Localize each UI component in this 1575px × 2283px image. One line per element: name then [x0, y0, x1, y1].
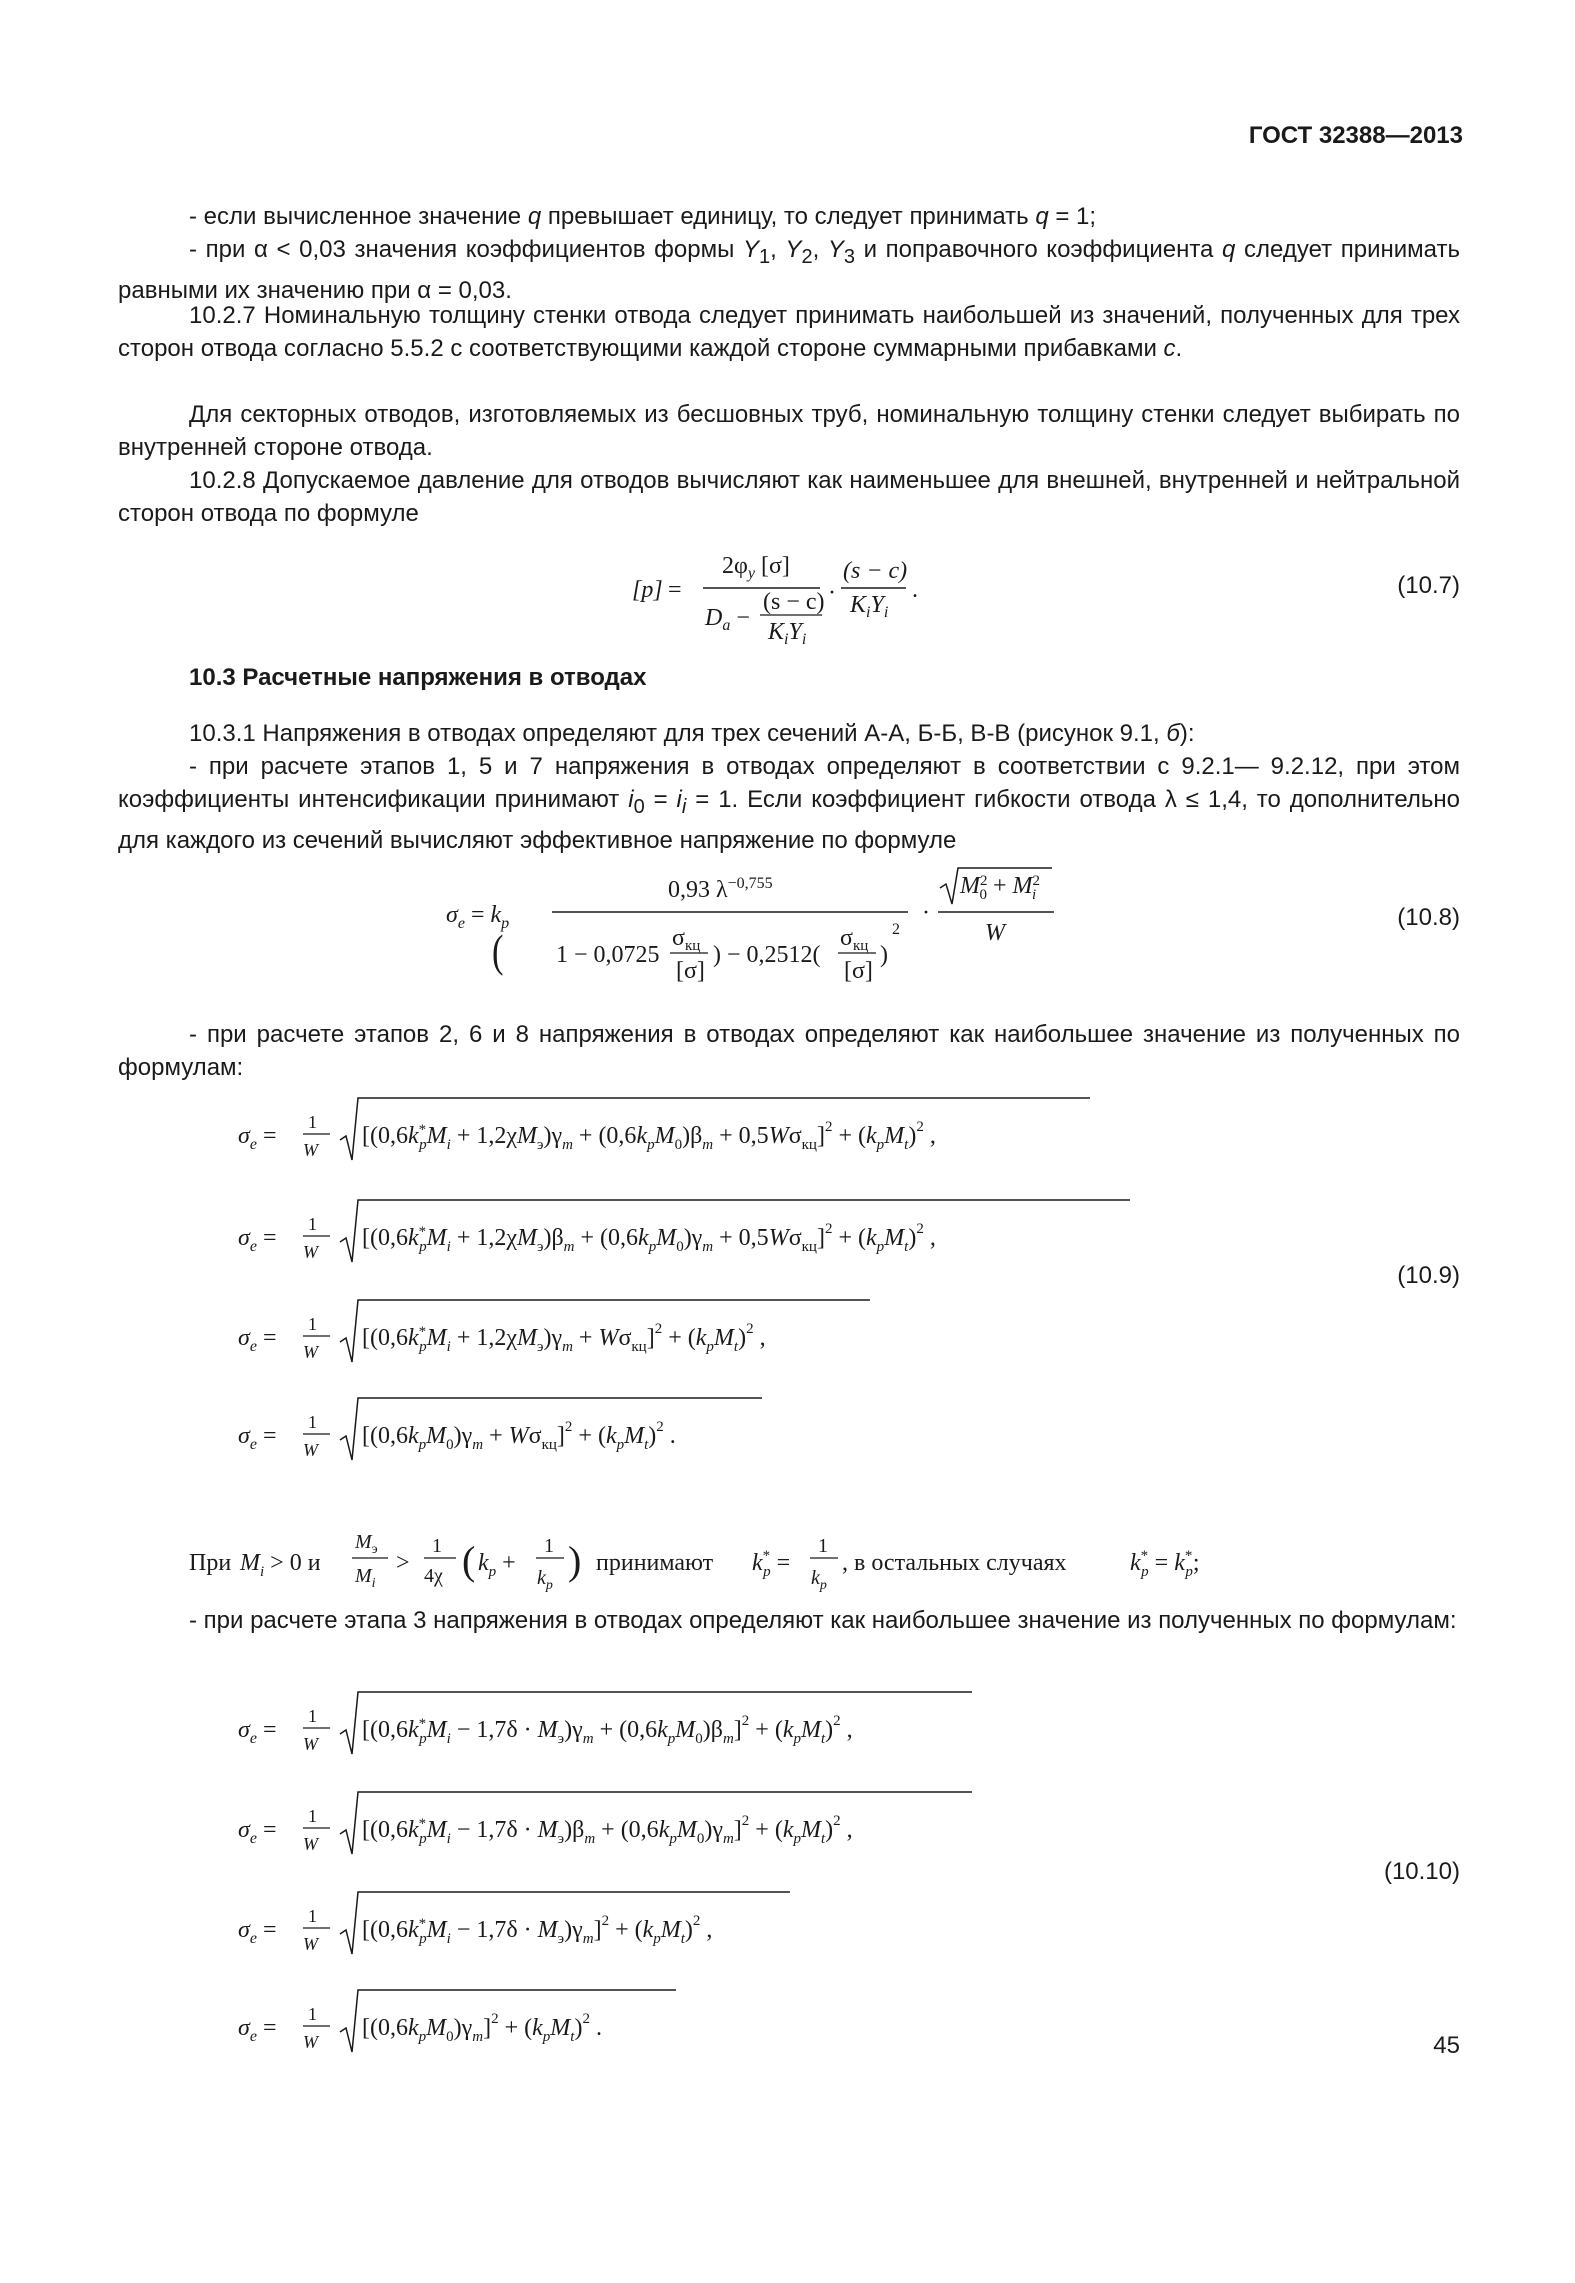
svg-text:(s − c): (s − c)	[843, 558, 908, 584]
svg-text:1: 1	[308, 1806, 317, 1826]
svg-text:σe =: $\sigma_e$ =	[238, 1225, 277, 1255]
svg-text:1 − 0,0725: 1 − 0,0725	[556, 942, 660, 968]
svg-text:Mэ: $M_э$	[355, 1531, 378, 1557]
svg-text:[σ]: [σ]	[844, 958, 873, 984]
svg-text:W: W	[985, 920, 1005, 946]
svg-text:σкц: $\sigma_{кц}$	[840, 925, 869, 954]
paragraph-stages-1-5-7: - при расчете этапов 1, 5 и 7 напряжения в отводах определяют в соответствии с 9.2.1— 9.2.12, при этом коэффициенты интенсификации принимают $i_0 = i_i = 1$. Если коэффициент гибкости отвода λ ≤ 1,4, то дополнительно для каждого из сечений вычисляют эффективное напряжение по формуле	[118, 753, 1460, 854]
paragraph-stages-2-6-8: - при расчете этапов 2, 6 и 8 напряжения в отводах определяют как наибольшее значение из полученных по формулам:	[118, 1021, 1460, 1081]
svg-text:σe =: $\sigma_e$ =	[238, 2015, 277, 2045]
svg-text:W: W	[303, 1734, 318, 1754]
svg-text:1: 1	[308, 1706, 317, 1726]
svg-text:2: 2	[892, 921, 900, 938]
page-number: 45	[1433, 2032, 1460, 2059]
svg-text:2φy [σ]: $2\varphi_y$ [σ]	[722, 553, 790, 582]
svg-text:[(0,6k*pMi − 1,7δ · Mэ)γm]2 +: [(0,6k* $pM_i - 1,7\delta \cdot M_э)\gamma_m]^2 + (k_pM_t)^2$ ,	[362, 1913, 713, 1947]
svg-text:1: 1	[308, 1314, 317, 1334]
svg-text:1: 1	[432, 1535, 442, 1557]
svg-text:Mi: $M_i$	[355, 1565, 376, 1591]
svg-text:σe = kp: $\sigma_e = k_p$	[446, 902, 510, 932]
svg-text:>: >	[396, 1550, 410, 1576]
svg-text:kp: $k_p$	[811, 1567, 827, 1593]
equation-number-10-9: (10.9)	[1397, 1262, 1460, 1289]
svg-text:1: 1	[818, 1535, 828, 1557]
svg-text:σe =: $\sigma_e$ =	[238, 1917, 277, 1947]
svg-text:.: .	[912, 577, 918, 603]
svg-text:(: (	[462, 1538, 476, 1583]
svg-text:σкц: $\sigma_{кц}$	[672, 925, 701, 954]
svg-text:kp +: $k_p$ +	[478, 1550, 516, 1580]
svg-text:[σ]: [σ]	[676, 958, 705, 984]
svg-text:): )	[568, 1538, 582, 1583]
svg-text:W: W	[303, 2032, 318, 2052]
svg-text:σe =: $\sigma_e$ =	[238, 1717, 277, 1747]
svg-text:W: W	[303, 1440, 318, 1460]
svg-text:W: W	[303, 1342, 318, 1362]
svg-text:): )	[880, 942, 888, 968]
svg-text:[(0,6kpM0)γm]2 + (kpMt)2 .: $[(0,6k_pM_0)\gamma_m]^2 + (k_pM_t)^2$ .	[362, 2011, 602, 2045]
svg-text:·: ·	[922, 900, 930, 926]
svg-text:k*p = k*p;: k* p = k* p;	[1130, 1548, 1200, 1580]
condition-text-when: При	[189, 1550, 232, 1576]
svg-text:1: 1	[308, 1412, 317, 1432]
svg-text:σe =: $\sigma_e$ =	[238, 1423, 277, 1453]
svg-text:[(0,6kpM0)γm + Wσкц]2 + (kpMt): $[(0,6k_pM_0)\gamma_m + W\sigma_{кц}]^2 + (k_pM_t)^2$ .	[362, 1419, 676, 1453]
paragraph-sector-bends: Для секторных отводов, изготовляемых из бесшовных труб, номинальную толщину стенки следует выбирать по внутренней стороне отвода.	[118, 401, 1460, 461]
svg-text:(s − c): (s − c)	[763, 589, 825, 615]
condition-text-accept: принимают	[596, 1550, 714, 1576]
svg-text:=: =	[668, 577, 682, 603]
svg-text:σe =: $\sigma_e$ =	[238, 1817, 277, 1847]
svg-text:) − 0,2512(: ) − 0,2512(	[713, 942, 821, 968]
svg-text:k*p =: k* p =	[752, 1548, 791, 1580]
svg-text:[(0,6k*pMi − 1,7δ · Mэ)γm + (0: [(0,6k* $pM_i - 1,7\delta \cdot M_э)\gamma_m + (0,6k_pM_0)\beta_m]^2 + (k_pM_t)^2$ ,	[362, 1713, 853, 1747]
svg-text:M20 + M2i: $M^2$ $0 + M^2$ i	[960, 873, 1041, 903]
svg-text:[(0,6k*pMi − 1,7δ · Mэ)βm + (0: [(0,6k* $pM_i - 1,7\delta \cdot M_э)\beta_m + (0,6k_pM_0)\gamma_m]^2 + (k_pM_t)^2$ ,	[362, 1813, 853, 1847]
svg-text:[p]: [p]	[632, 577, 663, 603]
svg-text:1: 1	[308, 1112, 317, 1132]
paragraph-10-2-8: 10.2.8 Допускаемое давление для отводов вычисляют как наименьшее для внешней, внутренней и нейтральной сторон отвода по формуле	[118, 467, 1460, 527]
equation-number-10-7: (10.7)	[1397, 572, 1460, 599]
svg-text:1: 1	[308, 1906, 317, 1926]
paragraph-10-3-1: 10.3.1 Напряжения в отводах определяют для трех сечений А-А, Б-Б, В-В (рисунок 9.1, б):	[189, 720, 1195, 747]
svg-text:KiYi: $K_iY_i$	[768, 619, 807, 648]
svg-text:[(0,6k*pMi + 1,2χMэ)βm + (0,6k: [(0,6k* $pM_i + 1,2\chi M_э)\beta_m + (0,6k_pM_0)\gamma_m + 0,5W\sigma_{кц}]^2 + (k_pM_t)^2$ ,	[362, 1221, 936, 1255]
svg-text:W: W	[303, 1242, 318, 1262]
paragraph-q-limit: - если вычисленное значение q превышает единицу, то следует принимать q = 1;	[189, 203, 1097, 230]
svg-text:4χ: 4χ	[424, 1565, 443, 1587]
equation-number-10-10: (10.10)	[1383, 1858, 1460, 1885]
svg-text:W: W	[303, 1934, 318, 1954]
document-header: ГОСТ 32388—2013	[1248, 122, 1463, 149]
svg-text:0,93 λ−0,755: 0,93 $\lambda^{-0,755}$	[668, 875, 773, 903]
svg-text:kp: $k_p$	[537, 1567, 553, 1593]
equation-number-10-8: (10.8)	[1397, 904, 1460, 931]
svg-text:Da −: $D_a$ −	[705, 605, 750, 634]
svg-text:KiYi: $K_iY_i$	[850, 592, 889, 621]
svg-text:(: (	[492, 925, 504, 977]
condition-text-otherwise: , в остальных случаях	[842, 1550, 1067, 1576]
svg-text:Mi > 0 и: $M_i > 0$ и	[240, 1550, 321, 1580]
svg-text:W: W	[303, 1834, 318, 1854]
svg-text:1: 1	[308, 1214, 317, 1234]
paragraph-stage-3: - при расчете этапа 3 напряжения в отводах определяют как наибольшее значение из полученных по формулам:	[189, 1607, 1457, 1634]
svg-text:1: 1	[544, 1535, 554, 1557]
svg-text:1: 1	[308, 2004, 317, 2024]
paragraph-10-2-7: 10.2.7 Номинальную толщину стенки отвода следует принимать наибольшей из значений, полученных для трех сторон отвода согласно 5.5.2 с соответствующими каждой стороне суммарными прибавками c.	[118, 302, 1460, 362]
svg-text:[(0,6k*pMi + 1,2χMэ)γm + Wσкц]: [(0,6k* $pM_i + 1,2\chi M_э)\gamma_m + W\sigma_{кц}]^2 + (k_pM_t)^2$ ,	[362, 1321, 766, 1355]
svg-text:·: ·	[828, 580, 836, 606]
paragraph-alpha-limit: - при α < 0,03 значения коэффициентов формы $Y_1$, $Y_2$, $Y_3$ и поправочного коэффициента q следует принимать равными их значению при α = 0,03.	[118, 236, 1460, 304]
svg-text:W: W	[303, 1140, 318, 1160]
svg-text:σe =: $\sigma_e$ =	[238, 1123, 277, 1153]
section-title-10-3: 10.3 Расчетные напряжения в отводах	[189, 664, 647, 691]
svg-text:[(0,6k*pMi + 1,2χMэ)γm + (0,6k: [(0,6k* $pM_i + 1,2\chi M_э)\gamma_m + (0,6k_pM_0)\beta_m + 0,5W\sigma_{кц}]^2 + (k_pM_t)^2$ ,	[362, 1119, 936, 1153]
svg-text:σe =: $\sigma_e$ =	[238, 1325, 277, 1355]
